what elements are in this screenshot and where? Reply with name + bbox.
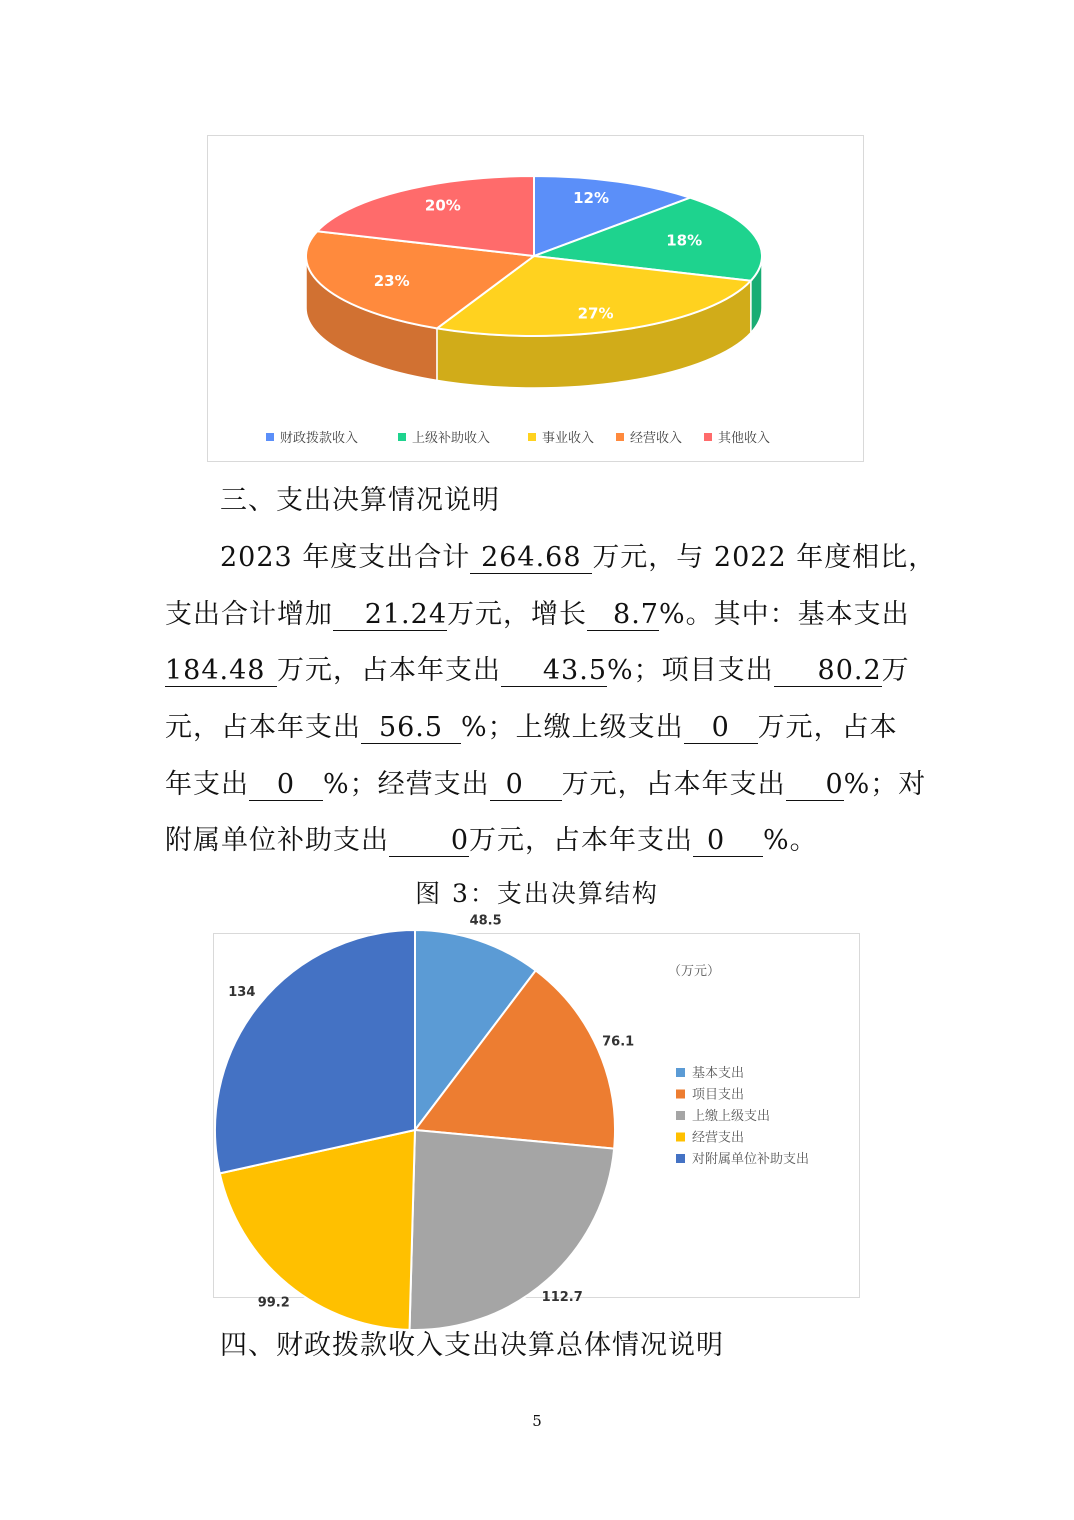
para-line-5 (165, 762, 926, 801)
text-segment: 年度支出合计 (302, 542, 471, 573)
pie2-label-3: 99.2 (257, 1295, 290, 1311)
pie2-legend-label-2: 上缴上级支出 (692, 1109, 771, 1124)
section3-heading: 三、支出决算情况说明 (220, 485, 500, 516)
subsidy-expense-value: 0 (389, 826, 469, 857)
pie2-label-1: 76.1 (602, 1034, 635, 1050)
pie2-label-0: 48.5 (469, 913, 502, 929)
total-expense-value: 264.68 (470, 543, 592, 574)
text-segment: 万 (881, 655, 910, 686)
pie2-unit-label: （万元） (668, 964, 721, 979)
text-segment: 附属单位补助支出 (165, 825, 389, 856)
upper-expense-value: 0 (684, 713, 758, 744)
text-segment: 万元，占本年支出 (277, 655, 501, 686)
pie1-legend-label-0: 财政拨款收入 (280, 431, 359, 446)
increase-value: 21.24 (333, 600, 447, 631)
para-line-2 (165, 592, 910, 631)
project-expense-value: 80.2 (774, 656, 882, 687)
basic-expense-value: 184.48 (165, 656, 277, 687)
upper-pct-value: 0 (249, 770, 323, 801)
pie2-slice-2 (410, 1130, 615, 1330)
pie1-legend-label-4: 其他收入 (718, 431, 771, 446)
pie2-slice-4 (215, 930, 415, 1173)
business-pct-value: 0 (786, 770, 844, 801)
subsidy-pct-value: 0 (693, 826, 763, 857)
figure-caption: 图 3：支出决算结构 (415, 879, 659, 908)
pie1-label-2: 27% (577, 304, 614, 323)
para-line-6 (165, 818, 818, 857)
pie1-legend-marker-2 (528, 433, 536, 441)
page-number: 5 (532, 1412, 542, 1430)
expense-pie-svg (214, 913, 859, 1311)
pie1-legend (266, 430, 770, 446)
para-line-3 (165, 648, 910, 687)
pie1-label-1: 18% (666, 231, 703, 250)
text-segment: %；项目支出 (607, 655, 774, 686)
expense-pie-chart (213, 913, 860, 1311)
prev-year-text: 2022 (713, 542, 787, 573)
text-segment: 年支出 (165, 769, 249, 800)
business-expense-value: 0 (490, 770, 562, 801)
pie1-legend-marker-3 (616, 433, 624, 441)
pie2-legend-label-3: 经营支出 (692, 1130, 745, 1146)
pie2-legend-marker-1 (676, 1090, 685, 1099)
growth-value: 8.7 (587, 600, 659, 631)
text-segment: %。 (763, 825, 818, 856)
pie2-slices (215, 930, 615, 1330)
text-segment: %；对 (843, 769, 927, 800)
pie1-top (306, 176, 762, 336)
pie2-legend-label-1: 项目支出 (692, 1087, 745, 1103)
income-pie-chart (207, 135, 864, 462)
pie2-legend-marker-0 (676, 1068, 685, 1077)
text-segment: 万元，占本年支出 (561, 769, 786, 800)
text-segment: %。其中：基本支出 (659, 599, 910, 630)
pie2-legend-marker-4 (676, 1154, 685, 1163)
pie1-label-4: 20% (424, 196, 461, 215)
pie2-label-4: 134 (228, 985, 256, 1001)
project-pct-value: 56.5 (361, 713, 461, 744)
pie1-label-0: 12% (573, 188, 610, 207)
pie1-legend-label-1: 上级补助收入 (412, 431, 491, 446)
text-segment: 万元，占本 (757, 712, 898, 743)
pie2-legend-label-4: 对附属单位补助支出 (692, 1152, 810, 1167)
pie1-legend-marker-4 (704, 433, 712, 441)
pie2-legend-marker-3 (676, 1133, 685, 1142)
para-line-1 (220, 535, 936, 574)
section4-heading: 四、财政拨款收入支出决算总体情况说明 (220, 1330, 724, 1361)
text-segment: 元，占本年支出 (165, 712, 361, 743)
pie2-legend (676, 1065, 809, 1167)
text-segment: 万元，与 (592, 542, 705, 573)
pie1-label-3: 23% (373, 271, 410, 290)
text-segment: %；上缴上级支出 (461, 712, 684, 743)
pie1-legend-label-2: 事业收入 (542, 431, 595, 446)
year-text: 2023 (220, 542, 293, 573)
pie2-legend-marker-2 (676, 1111, 685, 1120)
text-segment: 支出合计增加 (165, 599, 333, 630)
pie1-legend-marker-0 (266, 433, 274, 441)
pie1-legend-marker-1 (398, 433, 406, 441)
text-segment: 万元，增长 (447, 599, 587, 630)
basic-pct-value: 43.5 (501, 656, 607, 687)
pie1-legend-label-3: 经营收入 (630, 431, 683, 446)
text-segment: 万元，占本年支出 (469, 825, 693, 856)
text-segment: 年度相比， (796, 542, 937, 573)
text-segment: %；经营支出 (323, 769, 490, 800)
para-line-4 (165, 705, 898, 744)
pie2-label-2: 112.7 (541, 1290, 583, 1306)
pie2-legend-label-0: 基本支出 (692, 1066, 745, 1081)
income-pie-svg (208, 136, 863, 461)
